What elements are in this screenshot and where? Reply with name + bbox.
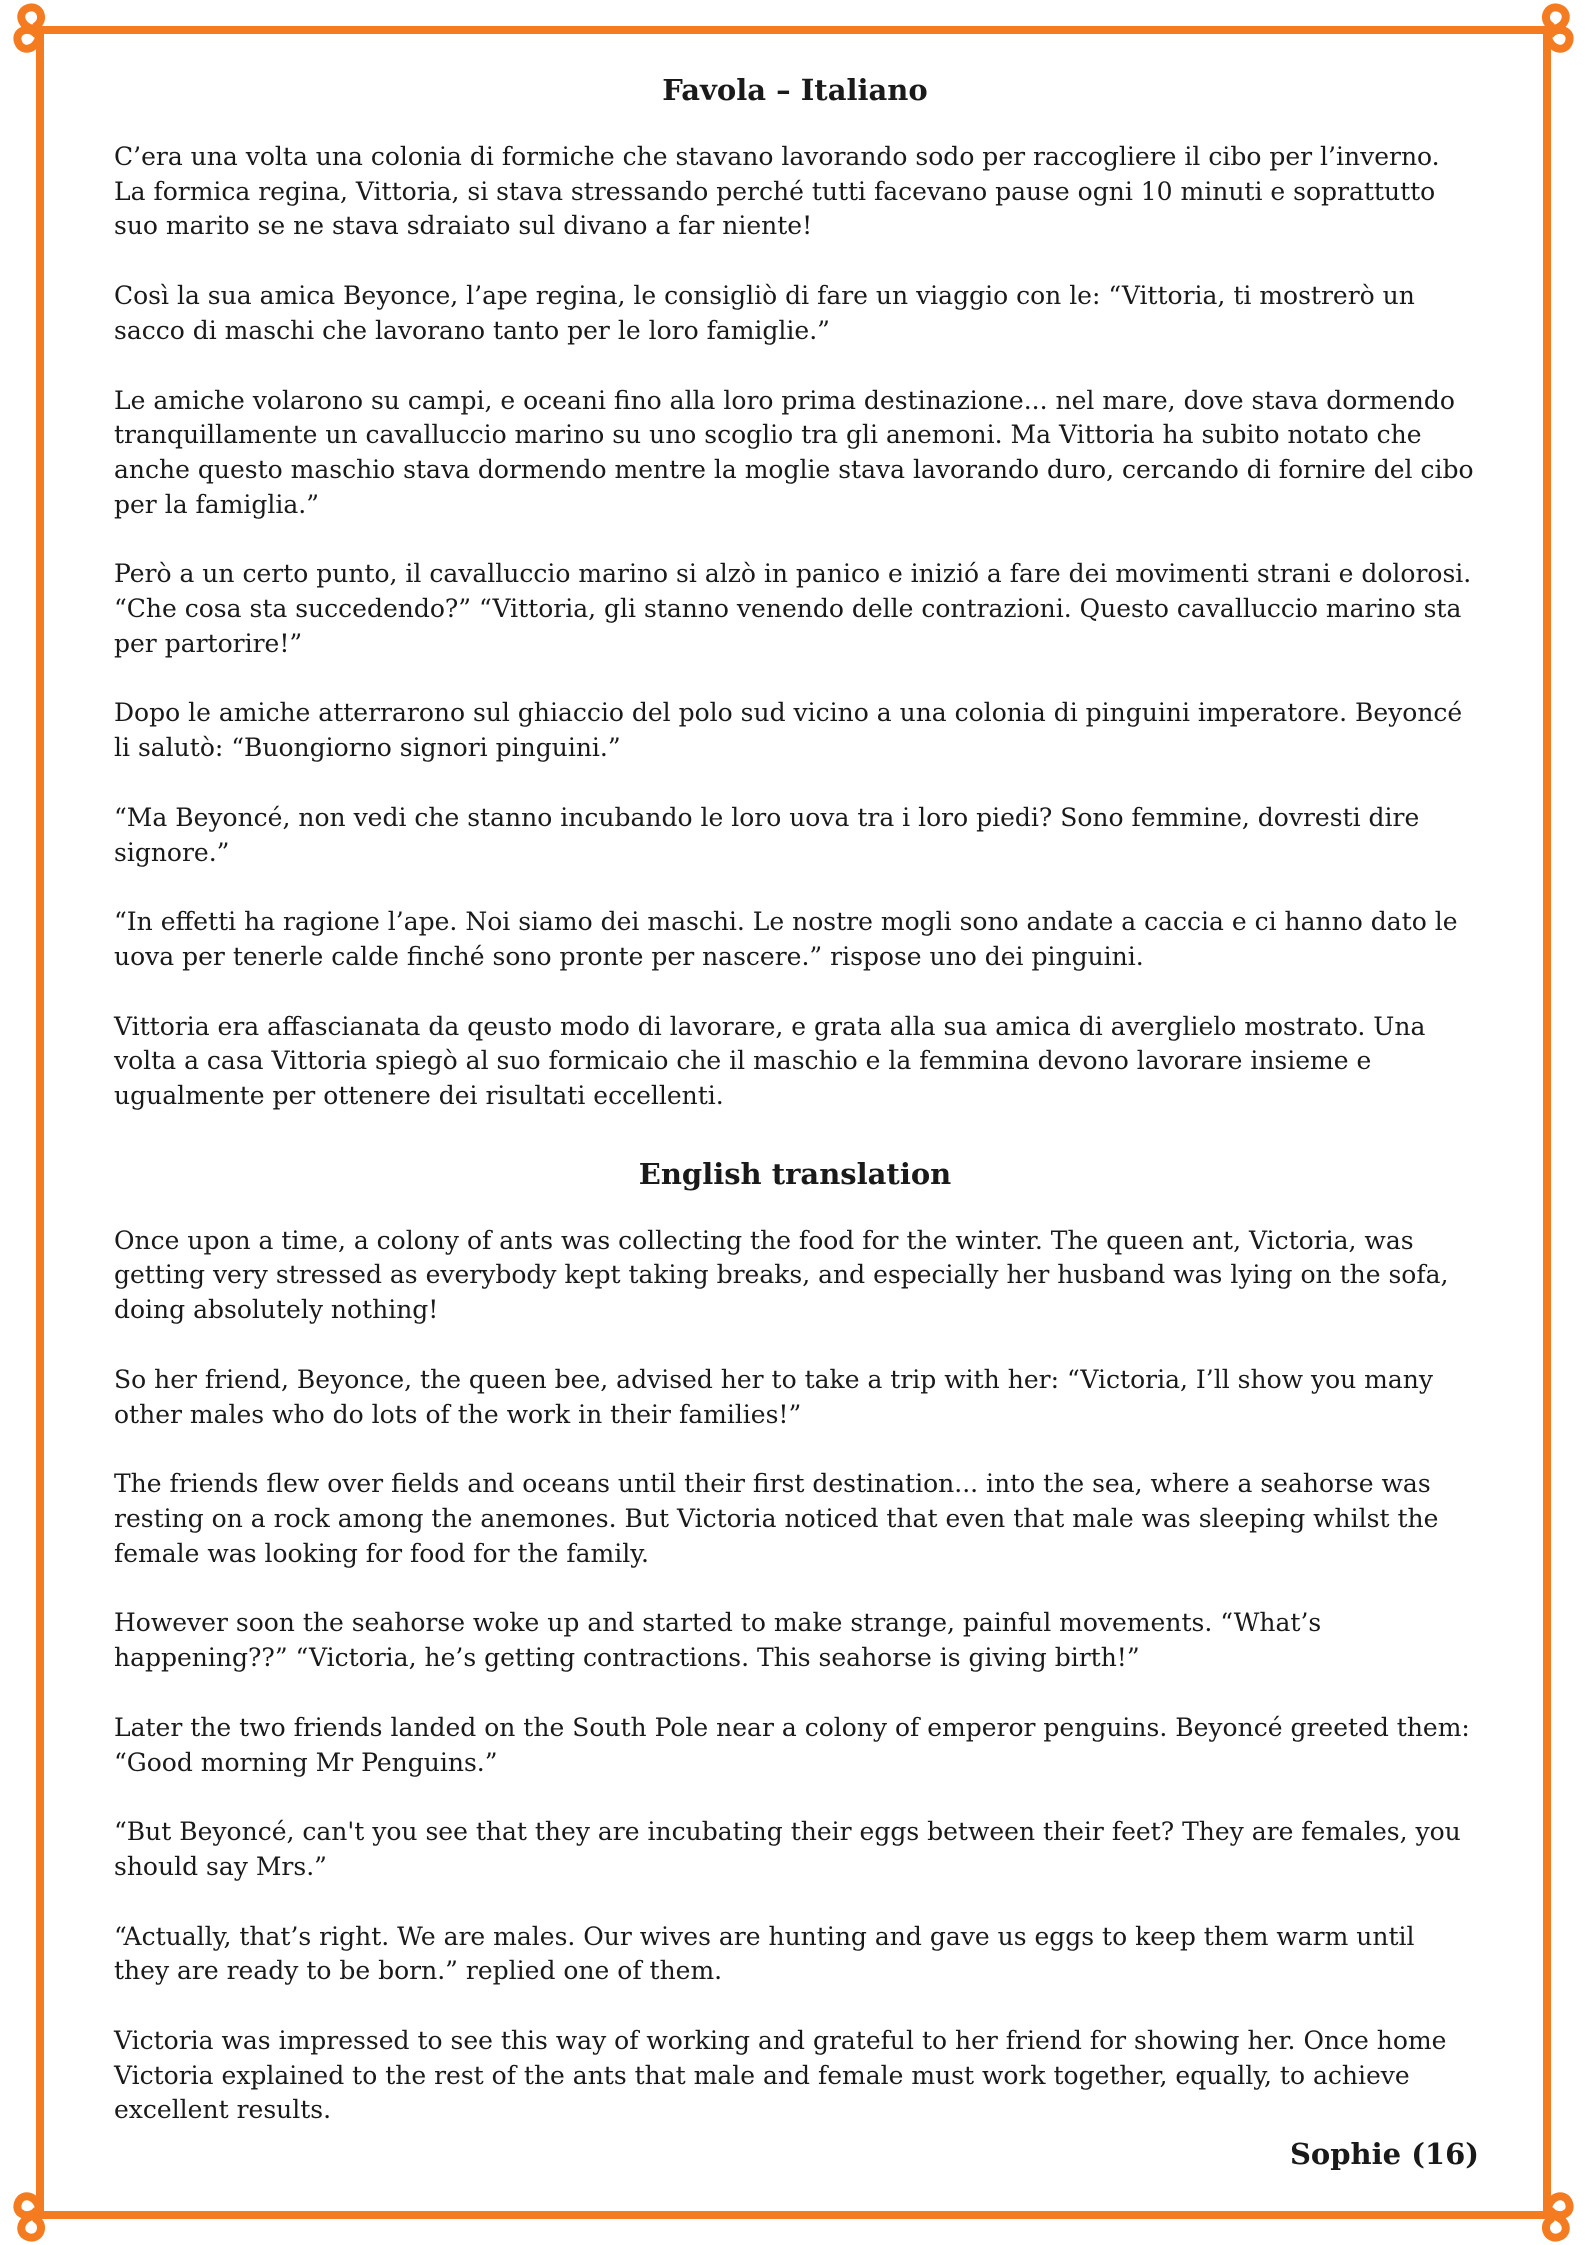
italian-paragraph: Però a un certo punto, il cavalluccio marino si alzò in panico e inizió a fare dei movimenti strani e dolorosi. “Che cosa sta succedendo?” “Vittoria, gli stanno venendo delle contrazioni. Questo cavalluccio marino sta per partorire!” [114,559,1472,658]
italian-paragraph: Le amiche volarono su campi, e oceani fino alla loro prima destinazione... nel mare, dove stava dormendo tranquillamente un cavalluccio marino su uno scoglio tra gli anemoni. Ma Vittoria ha subito notato che anche questo maschio stava dormendo mentre la moglie stava lavorando duro, cercando di fornire del cibo per la famiglia.” [114,385,1474,519]
english-paragraph: Once upon a time, a colony of ants was collecting the food for the winter. The queen ant, Victoria, was getting very stressed as everybody kept taking breaks, and especially her husband was lying on the sofa, doing absolutely nothing! [114,1225,1449,1325]
english-paragraph: So her friend, Beyonce, the queen bee, advised her to take a trip with her: “Victoria, I’ll show you many other males who do lots of the work in their families!” [114,1364,1434,1429]
author-signature: Sophie (16) [1289,2137,1479,2171]
english-paragraph: However soon the seahorse woke up and started to make strange, painful movements. “What’s happening??” “Victoria, he’s getting contractions. This seahorse is giving birth!” [114,1608,1322,1673]
english-paragraph: Victoria was impressed to see this way of working and grateful to her friend for showing her. Once home Victoria explained to the rest of the ants that male and female must work together, equally, to achieve excellent results. [114,2026,1447,2125]
english-paragraph: The friends flew over fields and oceans until their first destination... into the sea, where a seahorse was resting on a rock among the anemones. But Victoria noticed that even that male was sleeping whilst the female was looking for food for the family. [114,1469,1439,1568]
italian-paragraph: C’era una volta una colonia di formiche che stavano lavorando sodo per raccogliere il cibo per l’inverno. La formica regina, Vittoria, si stava stressando perché tutti facevano pause ogni 10 minuti e soprattutto suo marito se ne stava sdraiato sul divano a far niente! [114,142,1440,241]
italian-paragraph: Così la sua amica Beyonce, l’ape regina, le consigliò di fare un viaggio con le: “Vittoria, ti mostrerò un sacco di maschi che lavorano tanto per le loro famiglie.” [114,281,1415,345]
italian-paragraph: Vittoria era affascianata da qeusto modo di lavorare, e grata alla sua amica di averglielo mostrato. Una volta a casa Vittoria spiegò al suo formicaio che il maschio e la femmina devono lavorare insieme e ugualmente per ottenere dei risultati eccellenti. [114,1011,1426,1111]
english-paragraph: Later the two friends landed on the South Pole near a colony of emperor penguins. Beyoncé greeted them: “Good morning Mr Penguins.” [114,1712,1470,1777]
italian-paragraph: “Ma Beyoncé, non vedi che stanno incubando le loro uova tra i loro piedi? Sono femmine, dovresti dire signore.” [114,802,1420,867]
italian-paragraph: Dopo le amiche atterrarono sul ghiaccio del polo sud vicino a una colonia di pinguini imperatore. Beyoncé li salutò: “Buongiorno signori pinguini.” [114,698,1463,763]
english-title: English translation [638,1156,952,1191]
english-paragraph: “Actually, that’s right. We are males. Our wives are hunting and gave us eggs to keep them warm until they are ready to be born.” replied one of them. [114,1921,1415,1986]
english-paragraph: “But Beyoncé, can't you see that they are incubating their eggs between their feet? They are females, you should say Mrs.” [114,1817,1461,1881]
story-content [114,70,1476,2163]
italian-paragraph: “In effetti ha ragione l’ape. Noi siamo dei maschi. Le nostre mogli sono andate a caccia e ci hanno dato le uova per tenerle calde finché sono pronte per nascere.” rispose uno dei pinguini. [114,907,1458,971]
italian-title: Favola – Italiano [662,73,928,107]
